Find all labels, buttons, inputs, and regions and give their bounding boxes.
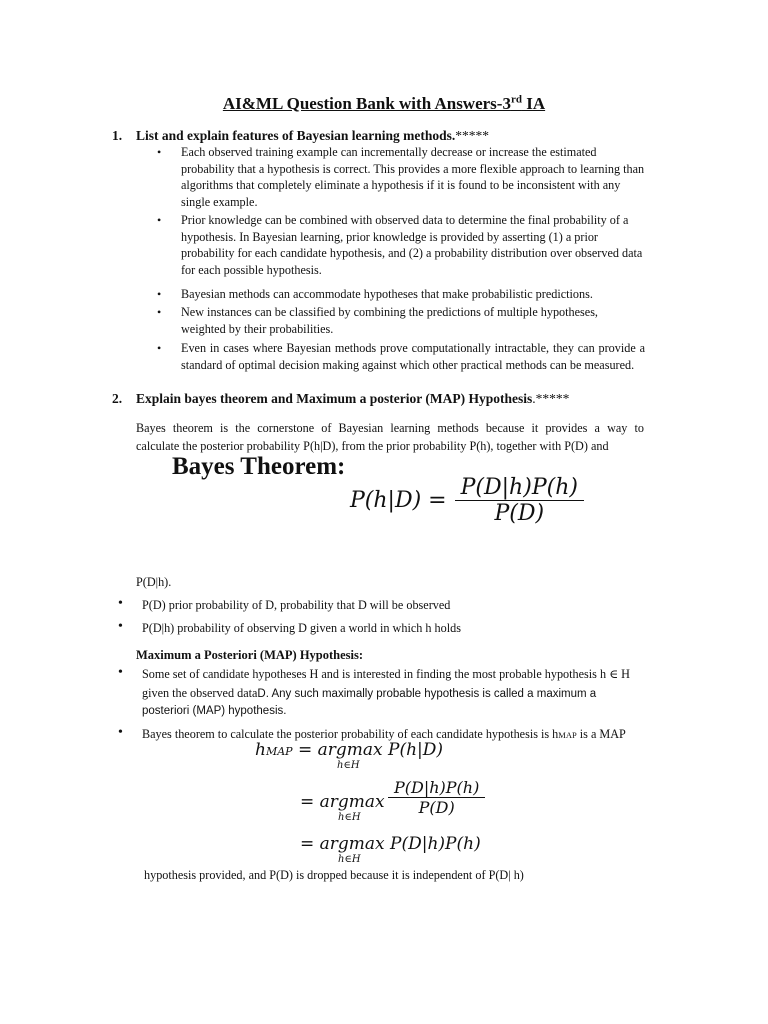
formula-numerator: P(D|h)P(h) [460, 475, 578, 500]
bullet-dot: • [157, 341, 162, 355]
bullet-text: is a MAP [576, 727, 626, 741]
formula-lhs: P(h|D) = [350, 488, 447, 513]
h-subscript: MAP [265, 745, 293, 758]
map-eq-3: = argmax P(D|h)P(h) [300, 834, 481, 854]
h-symbol: h [255, 740, 266, 760]
bayes-formula [350, 475, 584, 526]
title-superscript: rd [510, 93, 522, 105]
question-text: List and explain features of Bayesian learning methods. [136, 128, 456, 143]
bullet-text: Even in cases where Bayesian methods prove computationally intractable, they can provide a standard of optimal decision making against which other practical methods can be measured. [181, 341, 645, 372]
bullet-text: Prior knowledge can be combined with observed data to determine the final probability of a hypothesis. In Bayesian learning, prior knowledge is provided by asserting (1) a prior probability for each candidate hypothesis, and (2) a probability distribution over observed data for each possible hypothesis. [181, 213, 643, 278]
map-eq-1: = argmax P(h|D) [297, 740, 444, 760]
bayes-intro-line-2: calculate the posterior probability P(h|D), from the prior probability P(h), together with P(D) and [136, 439, 609, 453]
question-2-heading [112, 391, 569, 407]
title-tail: IA [521, 93, 546, 113]
bullet-dot: • [118, 619, 123, 634]
bayes-theorem-heading: Bayes Theorem: [172, 453, 346, 480]
bullet-dot: • [157, 145, 162, 159]
q1-bullet-2 [157, 212, 645, 279]
question-number: 2. [112, 391, 123, 406]
map-fraction [388, 778, 485, 817]
argmax-subscript: h∈H [338, 812, 361, 823]
bullet-dot: • [118, 596, 123, 611]
title-text: AI&ML Question Bank with Answers-3 [222, 93, 511, 113]
q1-bullet-5 [157, 340, 645, 373]
document-title [0, 93, 768, 114]
bullet-dot: • [157, 305, 162, 319]
q1-bullet-1 [157, 144, 645, 211]
bullet-text: New instances can be classified by combining the predictions of multiple hypotheses, weighted by their probabilities. [181, 305, 598, 336]
map-numerator: P(D|h)P(h) [394, 778, 480, 797]
bullet-dot: • [157, 287, 162, 301]
bullet-text: Each observed training example can incrementally decrease or increase the estimated probability that a hypothesis is correct. This provides a more flexible approach to learning than algorithms that completely eliminate a hypothesis if it is found to be inconsistent with any single example. [181, 145, 645, 210]
bullet-text-sans: posteriori (MAP) hypothesis. [142, 705, 287, 717]
formula-fraction [455, 475, 584, 526]
map-line-3 [300, 834, 481, 865]
closing-text: hypothesis provided, and P(D) is dropped because it is independent of P(D| h) [144, 868, 524, 882]
question-1-heading [112, 128, 489, 144]
bullet-text: Bayes theorem to calculate the posterior probability of each candidate hypothesis is h [142, 727, 559, 741]
bullet-text: Bayesian methods can accommodate hypotheses that make probabilistic predictions. [181, 287, 593, 301]
bullet-text-sans: D. Any such maximally probable hypothesis is called a maximum a [257, 688, 597, 700]
argmax-subscript: h∈H [338, 854, 361, 865]
question-text: Explain bayes theorem and Maximum a posterior (MAP) Hypothesis [136, 391, 533, 406]
bullet-dot: • [157, 213, 162, 227]
map-eq-2: = argmax [300, 792, 385, 812]
bullet-text: P(D|h) probability of observing D given a world in which h holds [142, 621, 461, 635]
bullet-dot: • [118, 665, 123, 680]
bayes-continuation: P(D|h). [136, 575, 172, 589]
bullet-text: given the observed data [142, 686, 258, 700]
map-denominator: P(D) [418, 798, 455, 817]
map-heading: Maximum a Posteriori (MAP) Hypothesis: [136, 648, 364, 662]
bayes-intro-line-1: Bayes theorem is the cornerstone of Bayesian learning methods because it provides a way to [136, 421, 644, 435]
argmax-subscript: h∈H [337, 760, 360, 771]
map-line-2 [300, 792, 385, 823]
question-number: 1. [112, 128, 123, 143]
q1-bullet-3 [157, 286, 645, 303]
formula-denominator: P(D) [494, 501, 545, 526]
q1-bullet-4 [157, 304, 645, 337]
bullet-dot: • [118, 725, 123, 740]
map-line-1 [255, 740, 444, 771]
question-stars: .***** [532, 391, 570, 406]
bullet-subscript: MAP [558, 730, 577, 740]
bullet-text: P(D) prior probability of D, probability that D will be observed [142, 598, 451, 612]
question-stars: ***** [455, 128, 490, 143]
bullet-text: Some set of candidate hypotheses H and is interested in finding the most probable hypothesis h ∈ H [142, 667, 630, 681]
